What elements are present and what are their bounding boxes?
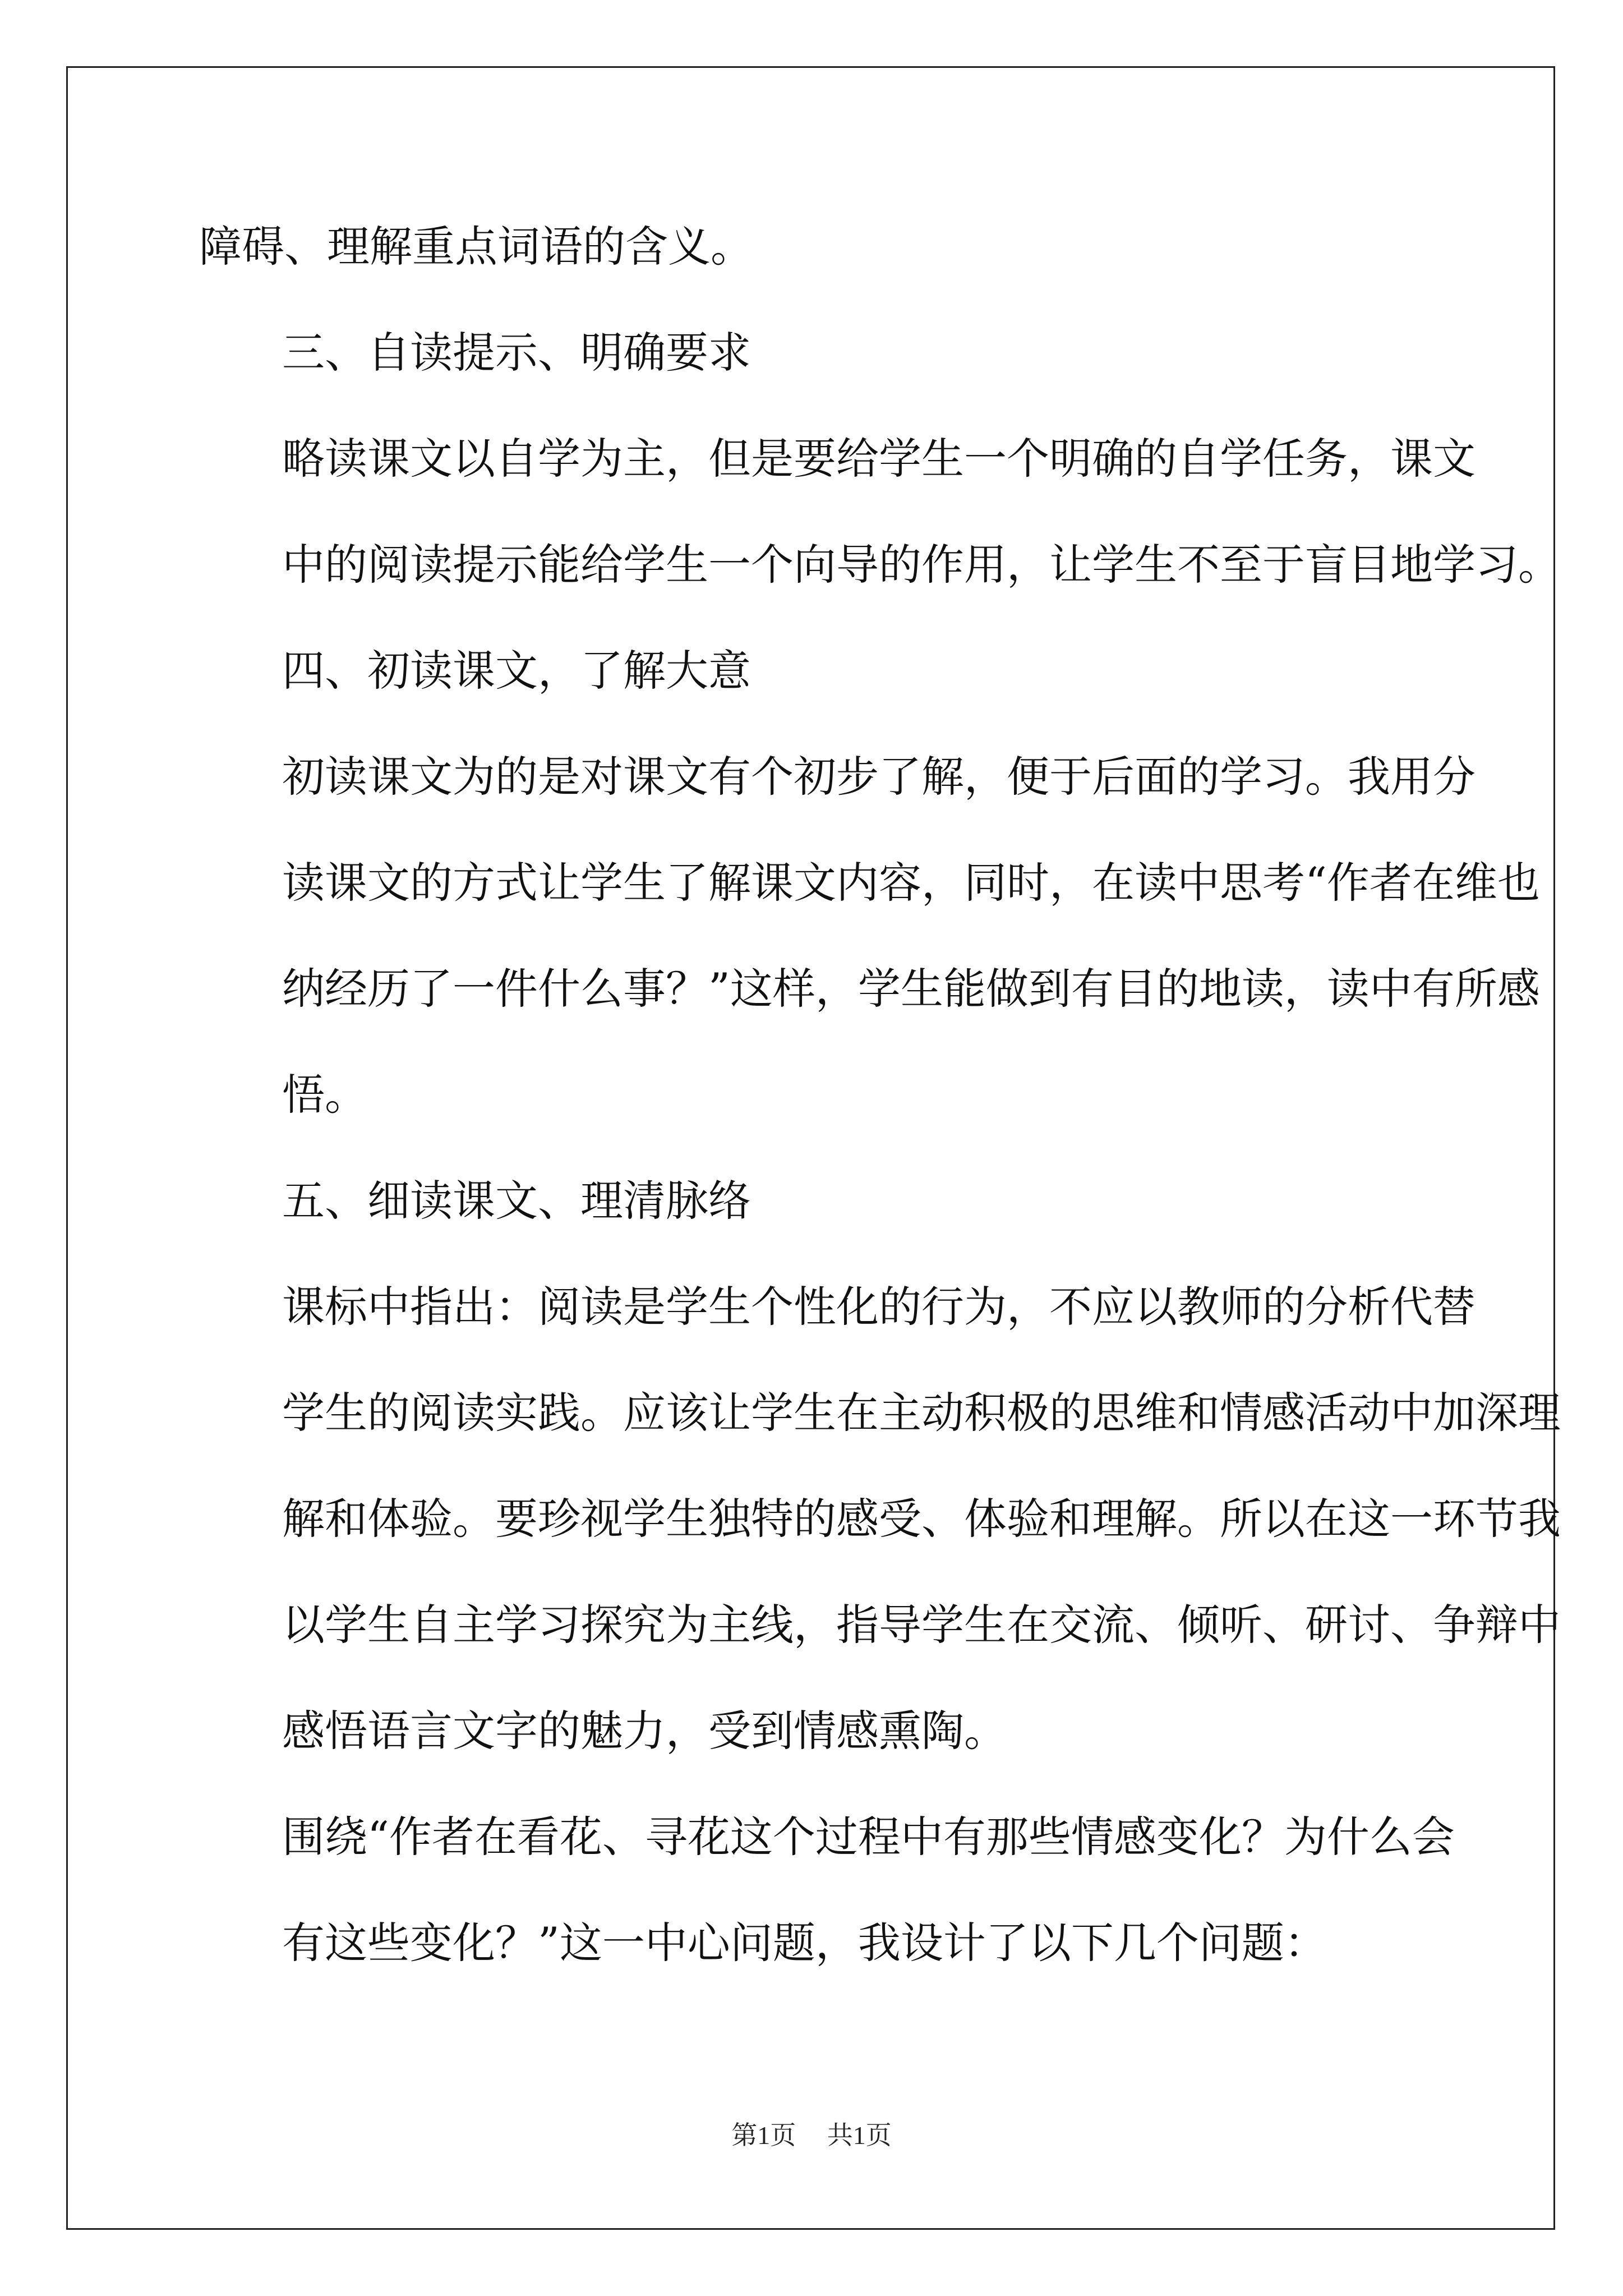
paragraph: [199, 406, 1561, 618]
text-line: 五、细读课文、理清脉络: [282, 1176, 751, 1226]
paragraph: [199, 1784, 1455, 1996]
paragraph: [199, 1254, 1561, 1784]
text-line: 悟。: [282, 1070, 367, 1120]
text-line: 学生的阅读实践。应该让学生在主动积极的思维和情感活动中加深理: [282, 1388, 1561, 1438]
text-line: 课标中指出：阅读是学生个性化的行为，不应以教师的分析代替: [282, 1282, 1476, 1332]
text-line: 有这些变化？”这一中心问题，我设计了以下几个问题：: [282, 1918, 1327, 1968]
text-line: 略读课文以自学为主，但是要给学生一个明确的自学任务，课文: [282, 434, 1476, 484]
section-heading: [199, 300, 1433, 406]
text-line: 读课文的方式让学生了解课文内容，同时，在读中思考“作者在维也: [282, 858, 1540, 908]
text-line: 障碍、理解重点词语的含义。: [199, 222, 753, 272]
paragraph: [199, 194, 1433, 300]
text-line: 以学生自主学习探究为主线，指导学生在交流、倾听、研讨、争辩中: [282, 1600, 1561, 1650]
document-body: [199, 194, 1561, 1996]
page-total: 共1页: [827, 2121, 892, 2150]
paragraph: [199, 724, 1540, 1148]
page-footer: [0, 2115, 1623, 2152]
text-line: 初读课文为的是对课文有个初步了解，便于后面的学习。我用分: [282, 752, 1476, 802]
text-line: 四、初读课文，了解大意: [282, 646, 751, 696]
section-heading: [199, 618, 1433, 724]
text-line: 三、自读提示、明确要求: [282, 328, 751, 378]
section-heading: [199, 1148, 1433, 1254]
text-line: 感悟语言文字的魅力，受到情感熏陶。: [282, 1706, 1007, 1756]
text-line: 解和体验。要珍视学生独特的感受、体验和理解。所以在这一环节我: [282, 1494, 1561, 1544]
text-line: 中的阅读提示能给学生一个向导的作用，让学生不至于盲目地学习。: [282, 540, 1561, 590]
text-line: 纳经历了一件什么事？”这样，学生能做到有目的地读，读中有所感: [282, 964, 1540, 1014]
page-number: 第1页: [731, 2121, 796, 2150]
text-line: 围绕“作者在看花、寻花这个过程中有那些情感变化？为什么会: [282, 1812, 1455, 1862]
